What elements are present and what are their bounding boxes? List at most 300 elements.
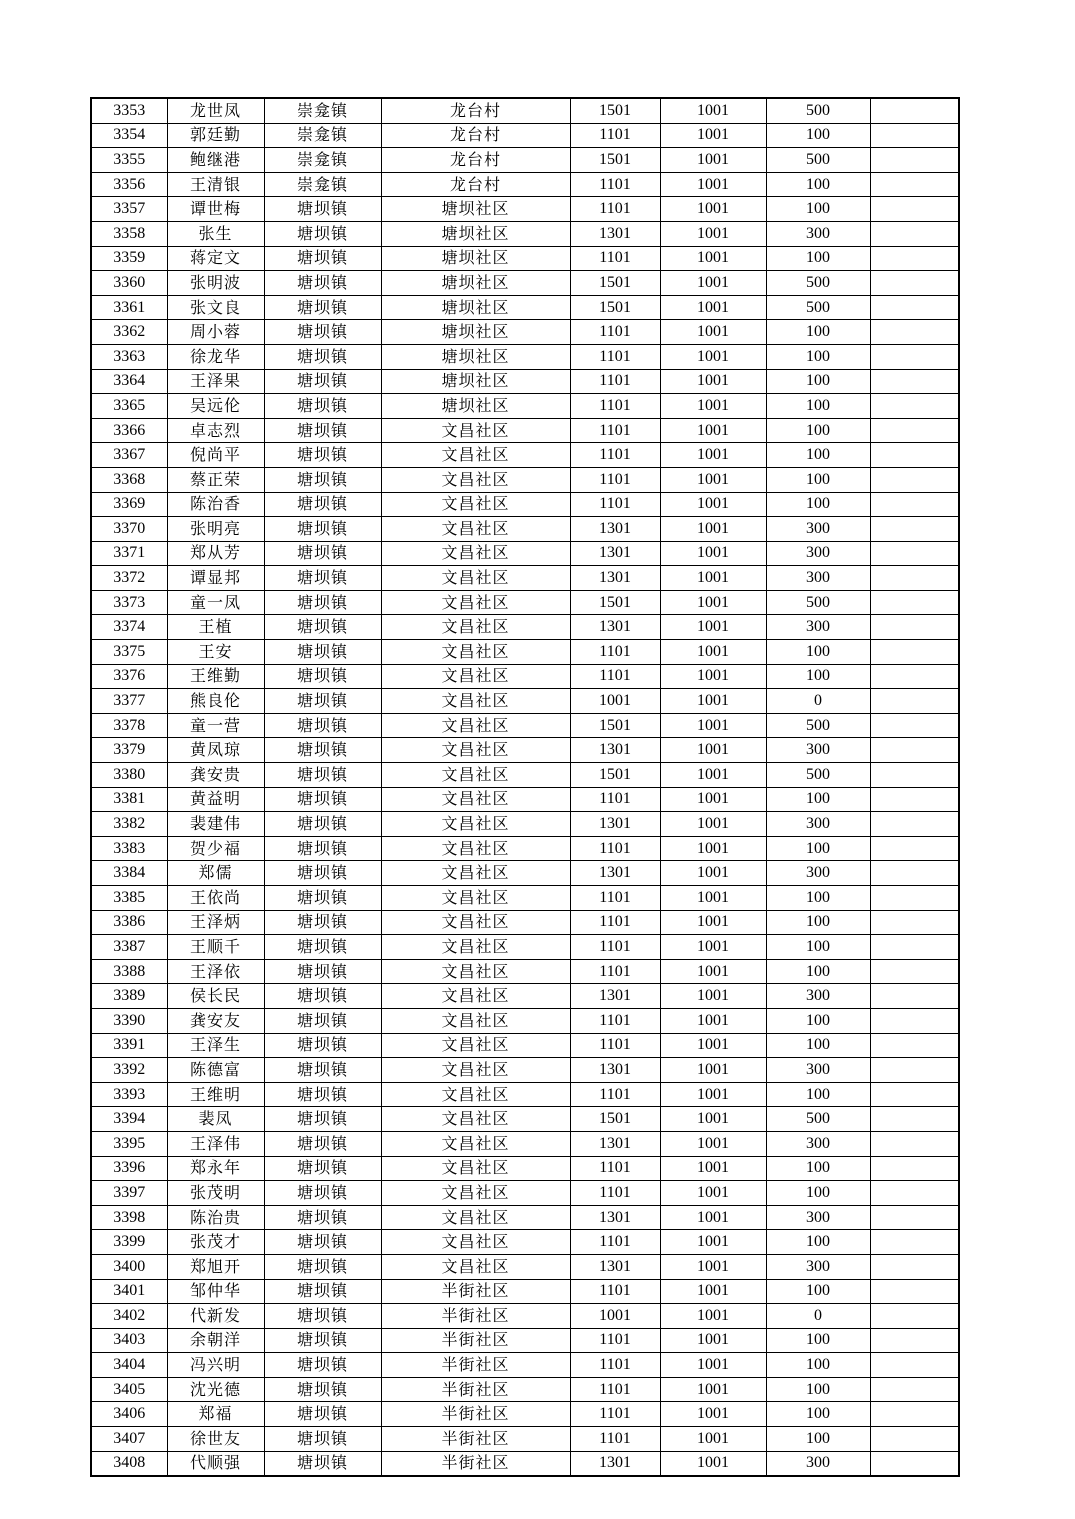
village-name-cell: 塘坝社区 (381, 320, 570, 345)
town-name-cell: 塘坝镇 (264, 418, 381, 443)
code-b-cell: 1001 (660, 763, 766, 788)
town-name-cell: 塘坝镇 (264, 1279, 381, 1304)
person-name-cell: 张文良 (167, 295, 264, 320)
village-name-cell: 文昌社区 (381, 787, 570, 812)
record-id-cell: 3361 (91, 295, 167, 320)
town-name-cell: 塘坝镇 (264, 1082, 381, 1107)
remark-cell (870, 959, 959, 984)
record-id-cell: 3392 (91, 1058, 167, 1083)
remark-cell (870, 1033, 959, 1058)
record-table (90, 97, 960, 1477)
code-a-cell: 1101 (570, 640, 660, 665)
village-name-cell: 文昌社区 (381, 713, 570, 738)
person-name-cell: 徐龙华 (167, 344, 264, 369)
record-id-cell: 3400 (91, 1254, 167, 1279)
amount-cell: 100 (766, 369, 870, 394)
village-name-cell: 文昌社区 (381, 1156, 570, 1181)
table-row (91, 320, 959, 345)
village-name-cell: 文昌社区 (381, 1254, 570, 1279)
remark-cell (870, 763, 959, 788)
table-row (91, 1205, 959, 1230)
remark-cell (870, 394, 959, 419)
amount-cell: 100 (766, 443, 870, 468)
record-id-cell: 3401 (91, 1279, 167, 1304)
town-name-cell: 塘坝镇 (264, 1427, 381, 1452)
town-name-cell: 塘坝镇 (264, 246, 381, 271)
code-b-cell: 1001 (660, 566, 766, 591)
amount-cell: 300 (766, 738, 870, 763)
remark-cell (870, 1279, 959, 1304)
table-row (91, 738, 959, 763)
table-row (91, 1451, 959, 1476)
person-name-cell: 张茂才 (167, 1230, 264, 1255)
table-row (91, 246, 959, 271)
village-name-cell: 文昌社区 (381, 738, 570, 763)
code-a-cell: 1301 (570, 1254, 660, 1279)
village-name-cell: 文昌社区 (381, 566, 570, 591)
record-id-cell: 3405 (91, 1377, 167, 1402)
code-b-cell: 1001 (660, 148, 766, 173)
code-a-cell: 1101 (570, 787, 660, 812)
amount-cell: 0 (766, 689, 870, 714)
record-id-cell: 3408 (91, 1451, 167, 1476)
town-name-cell: 塘坝镇 (264, 221, 381, 246)
person-name-cell: 王维勤 (167, 664, 264, 689)
code-a-cell: 1101 (570, 418, 660, 443)
remark-cell (870, 1131, 959, 1156)
table-row (91, 98, 959, 123)
remark-cell (870, 1230, 959, 1255)
amount-cell: 300 (766, 221, 870, 246)
person-name-cell: 王泽依 (167, 959, 264, 984)
village-name-cell: 龙台村 (381, 172, 570, 197)
remark-cell (870, 1008, 959, 1033)
code-a-cell: 1101 (570, 344, 660, 369)
code-b-cell: 1001 (660, 1377, 766, 1402)
remark-cell (870, 615, 959, 640)
code-a-cell: 1301 (570, 615, 660, 640)
person-name-cell: 贺少福 (167, 836, 264, 861)
town-name-cell: 塘坝镇 (264, 1058, 381, 1083)
remark-cell (870, 246, 959, 271)
code-b-cell: 1001 (660, 836, 766, 861)
town-name-cell: 塘坝镇 (264, 787, 381, 812)
town-name-cell: 塘坝镇 (264, 664, 381, 689)
person-name-cell: 裴建伟 (167, 812, 264, 837)
table-row (91, 295, 959, 320)
remark-cell (870, 541, 959, 566)
code-b-cell: 1001 (660, 467, 766, 492)
table-row (91, 221, 959, 246)
table-row (91, 1181, 959, 1206)
code-a-cell: 1101 (570, 1230, 660, 1255)
person-name-cell: 王安 (167, 640, 264, 665)
code-b-cell: 1001 (660, 590, 766, 615)
code-b-cell: 1001 (660, 812, 766, 837)
remark-cell (870, 566, 959, 591)
amount-cell: 300 (766, 812, 870, 837)
code-b-cell: 1001 (660, 1008, 766, 1033)
remark-cell (870, 1058, 959, 1083)
amount-cell: 100 (766, 1008, 870, 1033)
code-b-cell: 1001 (660, 787, 766, 812)
amount-cell: 500 (766, 763, 870, 788)
code-a-cell: 1301 (570, 861, 660, 886)
code-b-cell: 1001 (660, 861, 766, 886)
village-name-cell: 半街社区 (381, 1377, 570, 1402)
amount-cell: 300 (766, 1058, 870, 1083)
table-row (91, 467, 959, 492)
record-id-cell: 3359 (91, 246, 167, 271)
table-row (91, 763, 959, 788)
person-name-cell: 邹仲华 (167, 1279, 264, 1304)
amount-cell: 300 (766, 541, 870, 566)
village-name-cell: 文昌社区 (381, 1181, 570, 1206)
record-id-cell: 3369 (91, 492, 167, 517)
code-b-cell: 1001 (660, 1058, 766, 1083)
record-id-cell: 3398 (91, 1205, 167, 1230)
person-name-cell: 王泽果 (167, 369, 264, 394)
amount-cell: 300 (766, 1131, 870, 1156)
table-row (91, 664, 959, 689)
village-name-cell: 塘坝社区 (381, 271, 570, 296)
code-a-cell: 1101 (570, 1402, 660, 1427)
person-name-cell: 龚安友 (167, 1008, 264, 1033)
town-name-cell: 塘坝镇 (264, 1377, 381, 1402)
town-name-cell: 崇龛镇 (264, 123, 381, 148)
record-id-cell: 3363 (91, 344, 167, 369)
village-name-cell: 文昌社区 (381, 1205, 570, 1230)
town-name-cell: 塘坝镇 (264, 492, 381, 517)
record-id-cell: 3360 (91, 271, 167, 296)
table-row (91, 886, 959, 911)
person-name-cell: 熊良伦 (167, 689, 264, 714)
code-a-cell: 1501 (570, 590, 660, 615)
code-b-cell: 1001 (660, 615, 766, 640)
table-row (91, 271, 959, 296)
table-row (91, 517, 959, 542)
amount-cell: 100 (766, 418, 870, 443)
code-b-cell: 1001 (660, 689, 766, 714)
table-row (91, 1279, 959, 1304)
town-name-cell: 塘坝镇 (264, 1156, 381, 1181)
village-name-cell: 文昌社区 (381, 984, 570, 1009)
town-name-cell: 塘坝镇 (264, 615, 381, 640)
village-name-cell: 塘坝社区 (381, 246, 570, 271)
code-b-cell: 1001 (660, 246, 766, 271)
code-a-cell: 1101 (570, 836, 660, 861)
code-b-cell: 1001 (660, 1427, 766, 1452)
code-a-cell: 1501 (570, 271, 660, 296)
village-name-cell: 龙台村 (381, 148, 570, 173)
code-b-cell: 1001 (660, 664, 766, 689)
code-a-cell: 1001 (570, 1304, 660, 1329)
village-name-cell: 文昌社区 (381, 517, 570, 542)
remark-cell (870, 910, 959, 935)
record-id-cell: 3374 (91, 615, 167, 640)
record-id-cell: 3354 (91, 123, 167, 148)
remark-cell (870, 492, 959, 517)
table-row (91, 836, 959, 861)
town-name-cell: 塘坝镇 (264, 541, 381, 566)
code-a-cell: 1101 (570, 492, 660, 517)
person-name-cell: 陈德富 (167, 1058, 264, 1083)
code-b-cell: 1001 (660, 984, 766, 1009)
code-a-cell: 1301 (570, 812, 660, 837)
person-name-cell: 黄凤琼 (167, 738, 264, 763)
person-name-cell: 张明亮 (167, 517, 264, 542)
table-row (91, 172, 959, 197)
code-b-cell: 1001 (660, 713, 766, 738)
amount-cell: 300 (766, 615, 870, 640)
village-name-cell: 文昌社区 (381, 1033, 570, 1058)
town-name-cell: 塘坝镇 (264, 1254, 381, 1279)
person-name-cell: 郑从芳 (167, 541, 264, 566)
table-row (91, 1008, 959, 1033)
town-name-cell: 塘坝镇 (264, 1304, 381, 1329)
table-row (91, 1033, 959, 1058)
village-name-cell: 文昌社区 (381, 418, 570, 443)
person-name-cell: 王泽生 (167, 1033, 264, 1058)
town-name-cell: 塘坝镇 (264, 689, 381, 714)
code-b-cell: 1001 (660, 295, 766, 320)
code-a-cell: 1301 (570, 738, 660, 763)
code-b-cell: 1001 (660, 640, 766, 665)
village-name-cell: 文昌社区 (381, 1230, 570, 1255)
remark-cell (870, 320, 959, 345)
code-a-cell: 1301 (570, 1131, 660, 1156)
table-row (91, 123, 959, 148)
remark-cell (870, 221, 959, 246)
remark-cell (870, 344, 959, 369)
record-id-cell: 3391 (91, 1033, 167, 1058)
town-name-cell: 崇龛镇 (264, 172, 381, 197)
record-id-cell: 3396 (91, 1156, 167, 1181)
person-name-cell: 蒋定文 (167, 246, 264, 271)
record-table-body (91, 98, 959, 1476)
code-a-cell: 1101 (570, 246, 660, 271)
amount-cell: 100 (766, 935, 870, 960)
amount-cell: 100 (766, 123, 870, 148)
person-name-cell: 代顺强 (167, 1451, 264, 1476)
town-name-cell: 塘坝镇 (264, 763, 381, 788)
village-name-cell: 文昌社区 (381, 861, 570, 886)
person-name-cell: 龙世凤 (167, 98, 264, 123)
person-name-cell: 王顺千 (167, 935, 264, 960)
record-id-cell: 3384 (91, 861, 167, 886)
village-name-cell: 文昌社区 (381, 910, 570, 935)
town-name-cell: 塘坝镇 (264, 1181, 381, 1206)
code-a-cell: 1301 (570, 566, 660, 591)
code-a-cell: 1101 (570, 935, 660, 960)
table-row (91, 1131, 959, 1156)
code-a-cell: 1501 (570, 1107, 660, 1132)
village-name-cell: 文昌社区 (381, 541, 570, 566)
person-name-cell: 郑儒 (167, 861, 264, 886)
code-a-cell: 1101 (570, 394, 660, 419)
village-name-cell: 半街社区 (381, 1402, 570, 1427)
record-id-cell: 3389 (91, 984, 167, 1009)
person-name-cell: 侯长民 (167, 984, 264, 1009)
amount-cell: 300 (766, 861, 870, 886)
village-name-cell: 文昌社区 (381, 959, 570, 984)
remark-cell (870, 148, 959, 173)
town-name-cell: 塘坝镇 (264, 1008, 381, 1033)
code-a-cell: 1101 (570, 910, 660, 935)
remark-cell (870, 369, 959, 394)
record-id-cell: 3382 (91, 812, 167, 837)
remark-cell (870, 664, 959, 689)
code-b-cell: 1001 (660, 394, 766, 419)
record-id-cell: 3399 (91, 1230, 167, 1255)
village-name-cell: 半街社区 (381, 1451, 570, 1476)
remark-cell (870, 886, 959, 911)
record-id-cell: 3402 (91, 1304, 167, 1329)
town-name-cell: 塘坝镇 (264, 1107, 381, 1132)
remark-cell (870, 713, 959, 738)
code-b-cell: 1001 (660, 1254, 766, 1279)
amount-cell: 100 (766, 1328, 870, 1353)
code-a-cell: 1101 (570, 1082, 660, 1107)
code-a-cell: 1101 (570, 1328, 660, 1353)
village-name-cell: 文昌社区 (381, 935, 570, 960)
record-id-cell: 3376 (91, 664, 167, 689)
table-row (91, 492, 959, 517)
record-id-cell: 3368 (91, 467, 167, 492)
table-row (91, 394, 959, 419)
amount-cell: 100 (766, 320, 870, 345)
record-id-cell: 3386 (91, 910, 167, 935)
code-b-cell: 1001 (660, 1402, 766, 1427)
town-name-cell: 塘坝镇 (264, 812, 381, 837)
person-name-cell: 鲍继港 (167, 148, 264, 173)
code-b-cell: 1001 (660, 1451, 766, 1476)
person-name-cell: 童一凤 (167, 590, 264, 615)
village-name-cell: 塘坝社区 (381, 344, 570, 369)
town-name-cell: 塘坝镇 (264, 886, 381, 911)
code-a-cell: 1101 (570, 1008, 660, 1033)
record-id-cell: 3357 (91, 197, 167, 222)
table-row (91, 615, 959, 640)
amount-cell: 500 (766, 98, 870, 123)
record-id-cell: 3379 (91, 738, 167, 763)
record-id-cell: 3353 (91, 98, 167, 123)
code-b-cell: 1001 (660, 221, 766, 246)
village-name-cell: 半街社区 (381, 1427, 570, 1452)
table-row (91, 1328, 959, 1353)
person-name-cell: 郑福 (167, 1402, 264, 1427)
amount-cell: 100 (766, 836, 870, 861)
town-name-cell: 塘坝镇 (264, 197, 381, 222)
amount-cell: 100 (766, 1279, 870, 1304)
code-a-cell: 1301 (570, 984, 660, 1009)
town-name-cell: 塘坝镇 (264, 959, 381, 984)
village-name-cell: 文昌社区 (381, 443, 570, 468)
code-b-cell: 1001 (660, 1304, 766, 1329)
person-name-cell: 王依尚 (167, 886, 264, 911)
village-name-cell: 文昌社区 (381, 467, 570, 492)
person-name-cell: 代新发 (167, 1304, 264, 1329)
remark-cell (870, 935, 959, 960)
table-row (91, 443, 959, 468)
town-name-cell: 塘坝镇 (264, 295, 381, 320)
amount-cell: 500 (766, 148, 870, 173)
person-name-cell: 倪尚平 (167, 443, 264, 468)
amount-cell: 300 (766, 1205, 870, 1230)
code-b-cell: 1001 (660, 369, 766, 394)
person-name-cell: 王泽炳 (167, 910, 264, 935)
town-name-cell: 塘坝镇 (264, 320, 381, 345)
person-name-cell: 张茂明 (167, 1181, 264, 1206)
person-name-cell: 谭显邦 (167, 566, 264, 591)
village-name-cell: 文昌社区 (381, 689, 570, 714)
amount-cell: 100 (766, 1033, 870, 1058)
record-id-cell: 3407 (91, 1427, 167, 1452)
table-row (91, 1402, 959, 1427)
code-b-cell: 1001 (660, 172, 766, 197)
remark-cell (870, 123, 959, 148)
table-row (91, 197, 959, 222)
code-b-cell: 1001 (660, 910, 766, 935)
code-a-cell: 1101 (570, 959, 660, 984)
amount-cell: 100 (766, 172, 870, 197)
town-name-cell: 塘坝镇 (264, 369, 381, 394)
code-b-cell: 1001 (660, 935, 766, 960)
code-a-cell: 1101 (570, 443, 660, 468)
person-name-cell: 陈治香 (167, 492, 264, 517)
record-id-cell: 3394 (91, 1107, 167, 1132)
person-name-cell: 郑永年 (167, 1156, 264, 1181)
remark-cell (870, 1205, 959, 1230)
code-b-cell: 1001 (660, 1328, 766, 1353)
code-a-cell: 1301 (570, 1451, 660, 1476)
town-name-cell: 塘坝镇 (264, 935, 381, 960)
amount-cell: 100 (766, 1230, 870, 1255)
record-id-cell: 3372 (91, 566, 167, 591)
remark-cell (870, 1377, 959, 1402)
table-row (91, 566, 959, 591)
code-a-cell: 1101 (570, 467, 660, 492)
village-name-cell: 文昌社区 (381, 812, 570, 837)
table-row (91, 689, 959, 714)
table-row (91, 1107, 959, 1132)
record-id-cell: 3380 (91, 763, 167, 788)
town-name-cell: 塘坝镇 (264, 590, 381, 615)
town-name-cell: 崇龛镇 (264, 98, 381, 123)
remark-cell (870, 640, 959, 665)
town-name-cell: 塘坝镇 (264, 566, 381, 591)
town-name-cell: 塘坝镇 (264, 1328, 381, 1353)
remark-cell (870, 1427, 959, 1452)
code-b-cell: 1001 (660, 1181, 766, 1206)
person-name-cell: 周小蓉 (167, 320, 264, 345)
code-a-cell: 1301 (570, 517, 660, 542)
person-name-cell: 王清银 (167, 172, 264, 197)
record-id-cell: 3404 (91, 1353, 167, 1378)
remark-cell (870, 812, 959, 837)
amount-cell: 500 (766, 713, 870, 738)
remark-cell (870, 1353, 959, 1378)
remark-cell (870, 1254, 959, 1279)
code-b-cell: 1001 (660, 1230, 766, 1255)
table-row (91, 541, 959, 566)
village-name-cell: 塘坝社区 (381, 394, 570, 419)
code-b-cell: 1001 (660, 271, 766, 296)
record-id-cell: 3373 (91, 590, 167, 615)
village-name-cell: 文昌社区 (381, 886, 570, 911)
remark-cell (870, 271, 959, 296)
amount-cell: 500 (766, 1107, 870, 1132)
